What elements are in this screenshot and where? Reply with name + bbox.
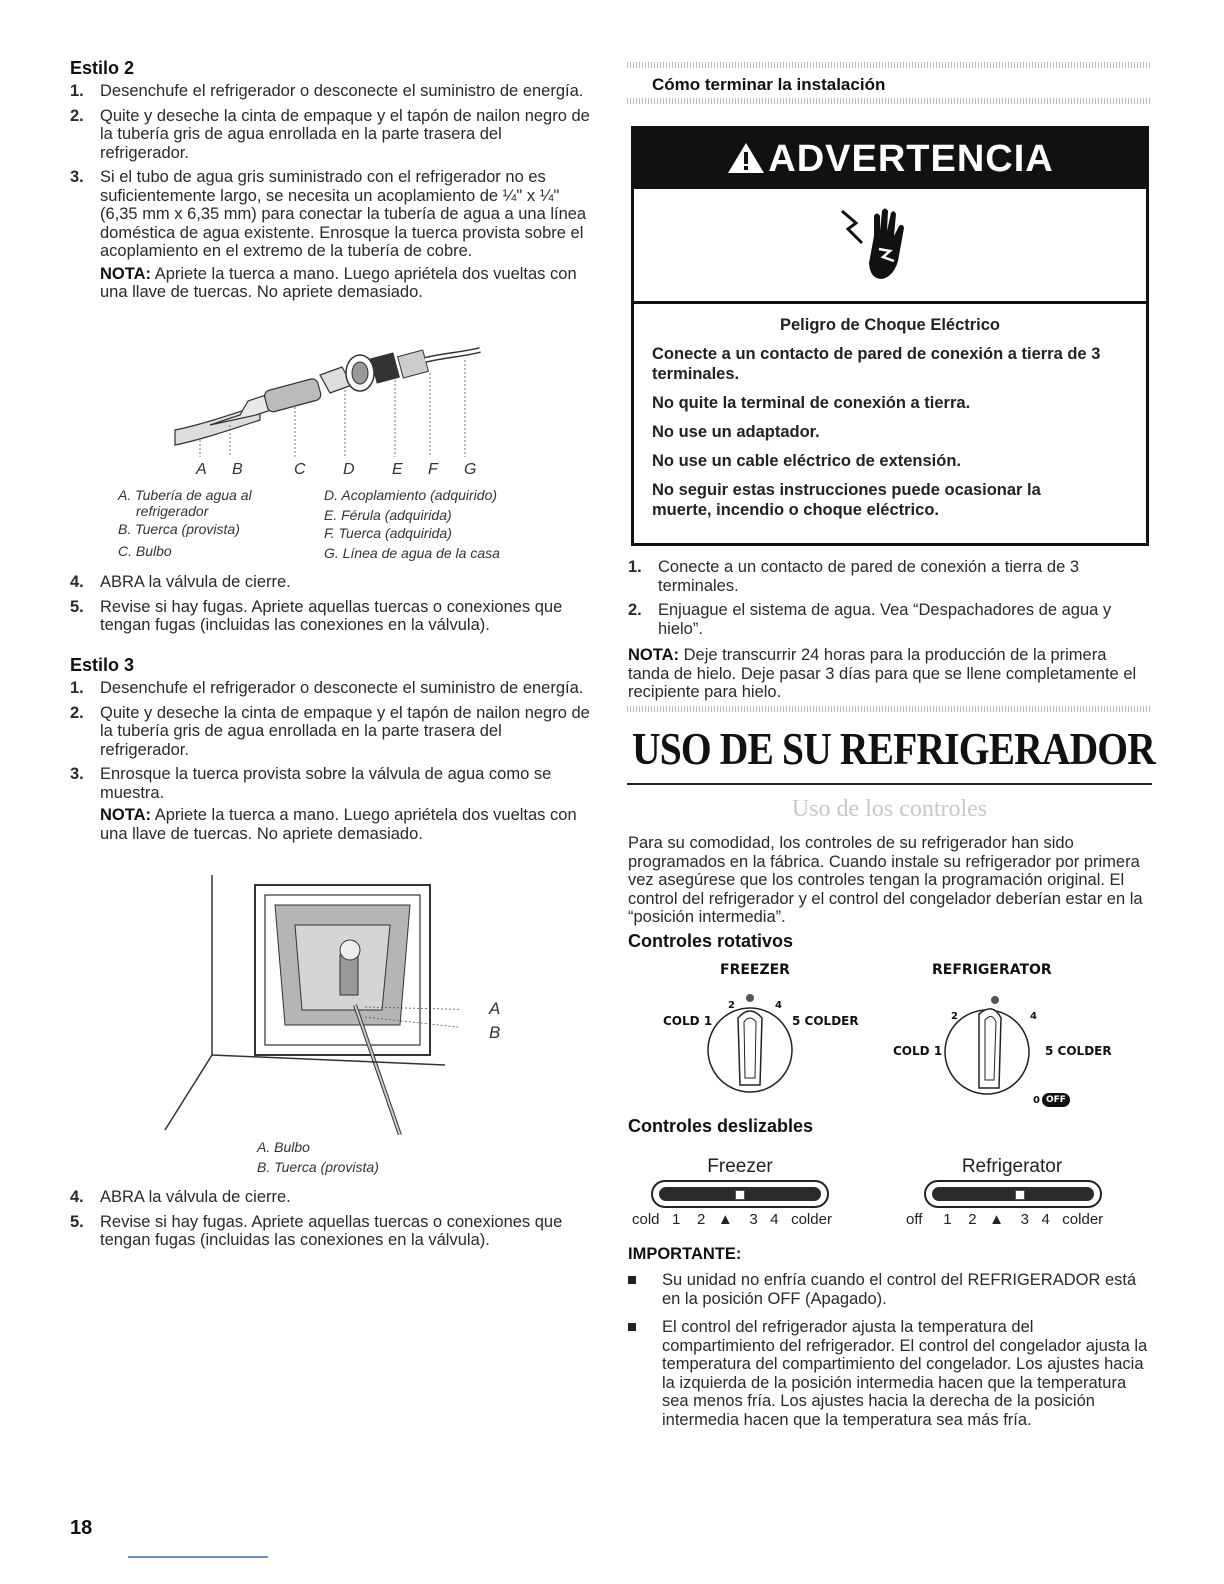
fig-letter: G [464, 461, 477, 478]
fig-letter: D [343, 461, 355, 478]
fig-letter: A [196, 461, 207, 478]
caption: refrigerador [136, 503, 209, 519]
dial-colder-label: 5 COLDER [1045, 1044, 1112, 1058]
intro-paragraph: Para su comodidad, los controles de su refrigerador han sido programados en la fábrica. Cuando instale su refrigerador por primera vez asegúrese que los controles tengan la programación original. El control del refrigerador y el control del congelador deberían estar en la “posición intermedia”. [628, 834, 1143, 926]
fig-letter: F [428, 461, 438, 478]
estilo3-steps [70, 679, 590, 843]
section-heading: Cómo terminar la instalación [652, 75, 886, 94]
slider-thumb[interactable] [1015, 1190, 1025, 1200]
dial-cold-label: COLD 1 [893, 1044, 943, 1058]
fig-letter: B [232, 461, 243, 478]
warning-body [634, 304, 1146, 520]
rotary-heading: Controles rotativos [628, 931, 794, 951]
subtitle: Uso de los controles [791, 796, 988, 822]
warning-triangle-icon [726, 141, 766, 175]
caption: G. Línea de agua de la casa [324, 545, 500, 561]
dial-number: 4 [1030, 1011, 1037, 1022]
list-item: 3. Enrosque la tuerca provista sobre la válvula de agua como se muestra. NOTA: Apriete la tuerca a mano. Luego apriétela dos vueltas con una llave de tuercas. No apriete demasiado. [70, 765, 590, 843]
freezer-dial[interactable] [700, 990, 800, 1095]
dial-number: 2 [728, 1000, 735, 1011]
dial-number: 4 [775, 1000, 782, 1011]
freezer-dial-label: FREEZER [720, 962, 790, 978]
warning-line: No use un adaptador. [652, 423, 820, 441]
caption: B. Tuerca (provista) [118, 521, 240, 537]
warning-line: No use un cable eléctrico de extensión. [652, 452, 962, 470]
fig-letter: C [294, 461, 306, 478]
estilo2-steps-continued [70, 573, 590, 641]
list-item: 2. Quite y deseche la cinta de empaque y el tapón de nailon negro de la tubería gris de agua enrollada en la parte trasera del refrigerador. [70, 106, 590, 162]
list-item: 4. ABRA la válvula de cierre. [70, 573, 291, 591]
note: NOTA: Apriete la tuerca a mano. Luego apriétela dos vueltas con una llave de tuercas. No apriete demasiado. [100, 264, 577, 301]
dial-colder-label: 5 COLDER [792, 1014, 859, 1028]
important-list [628, 1271, 1150, 1439]
list-item: 5. Revise si hay fugas. Apriete aquellas tuercas o conexiones que tengan fugas (incluidas las conexiones en la válvula). [70, 1212, 563, 1249]
fig-letter: E [392, 461, 403, 478]
fridge-slider[interactable] [924, 1180, 1102, 1208]
warning-box [631, 126, 1149, 546]
warning-line: Conecte a un contacto de pared de conexión a tierra de 3 terminales. [652, 345, 1101, 383]
footer-divider [128, 1556, 268, 1558]
list-item: El control del refrigerador ajusta la temperatura del compartimiento del refrigerador. El control del congelador ajusta la temperatura del compartimiento del congelador. Los ajustes hacia la izquierda de la posición intermedia hacen que la temperatura sea menos fría. Los ajustes hacia la derecha de la posición intermedia hacen que la temperatura sea más fría. [628, 1318, 1150, 1429]
fridge-slider-scale: off 1 2 ▲ 3 4 colder [906, 1211, 1104, 1228]
important-heading: IMPORTANTE: [628, 1245, 742, 1263]
estilo2-section [70, 58, 590, 308]
fridge-dial-label: REFRIGERATOR [932, 962, 1052, 978]
list-item: Su unidad no enfría cuando el control del REFRIGERADOR está en la posición OFF (Apagado). [628, 1271, 1150, 1308]
list-item: 1. Conecte a un contacto de pared de conexión a tierra de 3 terminales. [628, 558, 1080, 595]
estilo3-heading: Estilo 3 [70, 655, 135, 675]
slider-track [932, 1187, 1094, 1201]
electric-shock-icon [834, 201, 924, 296]
page-number: 18 [70, 1517, 93, 1539]
warning-line: No quite la terminal de conexión a tierra. [652, 394, 971, 412]
title-rule [627, 783, 1152, 785]
slide-heading: Controles deslizables [628, 1116, 814, 1136]
finish-steps [628, 558, 1150, 644]
list-item: 4. ABRA la válvula de cierre. [70, 1188, 291, 1206]
estilo2-steps [70, 82, 590, 302]
dial-cold-label: COLD 1 [663, 1014, 713, 1028]
fridge-slider-label: Refrigerator [961, 1156, 1063, 1177]
finish-note: NOTA: Deje transcurrir 24 horas para la producción de la primera tanda de hielo. Deje pasar 3 días para que se llene completamente el recipiente para hielo. [628, 646, 1137, 701]
shock-hazard-area [634, 189, 1146, 304]
list-item: 2. Enjuague el sistema de agua. Vea “Despachadores de agua y hielo”. [628, 601, 1112, 638]
dotted-divider [627, 98, 1152, 104]
freezer-slider-label: Freezer [707, 1156, 773, 1177]
pipe-coupling-illustration [170, 345, 500, 460]
fridge-dial[interactable] [935, 990, 1035, 1105]
valve-illustration [160, 875, 460, 1135]
caption: A. Tubería de agua al [118, 487, 252, 503]
off-badge: OFF [1042, 1093, 1070, 1107]
caption: E. Férula (adquirida) [324, 507, 452, 523]
dial-number: 0 [1033, 1095, 1040, 1106]
note: NOTA: Apriete la tuerca a mano. Luego apriétela dos vueltas con una llave de tuercas. No apriete demasiado. [100, 806, 577, 843]
caption: B. Tuerca (provista) [257, 1159, 379, 1175]
freezer-slider[interactable] [651, 1180, 829, 1208]
page-title: USO DE SU REFRIGERADOR [632, 723, 1155, 774]
hazard-title: Peligro de Choque Eléctrico [779, 316, 1001, 334]
warning-header [634, 129, 1146, 189]
bullet-icon [628, 1276, 636, 1284]
fig-letter: B [489, 1023, 501, 1042]
slider-thumb[interactable] [735, 1190, 745, 1200]
list-item: 5. Revise si hay fugas. Apriete aquellas tuercas o conexiones que tengan fugas (incluidas las conexiones en la válvula). [70, 597, 563, 634]
list-item: 1. Desenchufe el refrigerador o desconecte el suministro de energía. [70, 82, 584, 100]
dotted-divider [627, 62, 1152, 68]
estilo3-section [70, 655, 590, 849]
caption: A. Bulbo [257, 1139, 310, 1155]
caption: F. Tuerca (adquirida) [324, 525, 452, 541]
estilo2-heading: Estilo 2 [70, 58, 135, 78]
list-item: 1. Desenchufe el refrigerador o desconecte el suministro de energía. [70, 679, 584, 697]
fig-letter: A [489, 999, 501, 1018]
freezer-slider-scale: cold 1 2 ▲ 3 4 colder [632, 1211, 832, 1228]
caption: D. Acoplamiento (adquirido) [324, 487, 498, 503]
bullet-icon [628, 1323, 636, 1331]
list-item: 2. Quite y deseche la cinta de empaque y el tapón de nailon negro de la tubería gris de agua enrollada en la parte trasera del refrigerador. [70, 703, 590, 759]
warning-title: ADVERTENCIA [768, 138, 1054, 180]
dotted-divider [627, 706, 1152, 712]
warning-line: No seguir estas instrucciones puede ocasionar la muerte, incendio o choque eléctrico. [652, 481, 1041, 519]
dial-number: 2 [951, 1011, 958, 1022]
estilo3-steps-continued [70, 1188, 590, 1256]
caption: C. Bulbo [118, 543, 172, 559]
list-item: 3. Si el tubo de agua gris suministrado con el refrigerador no es suficientemente largo, se necesita un acoplamiento de ¼" x ¼" (6,35 mm x 6,35 mm) para conectar la tubería de agua a una línea doméstica de agua existente. Enrosque la tuerca provista sobre el acoplamiento en el extremo de la tubería de cobre. NOTA: Apriete la tuerca a mano. Luego apriétela dos vueltas con una llave de tuercas. No apriete demasiado. [70, 168, 590, 302]
